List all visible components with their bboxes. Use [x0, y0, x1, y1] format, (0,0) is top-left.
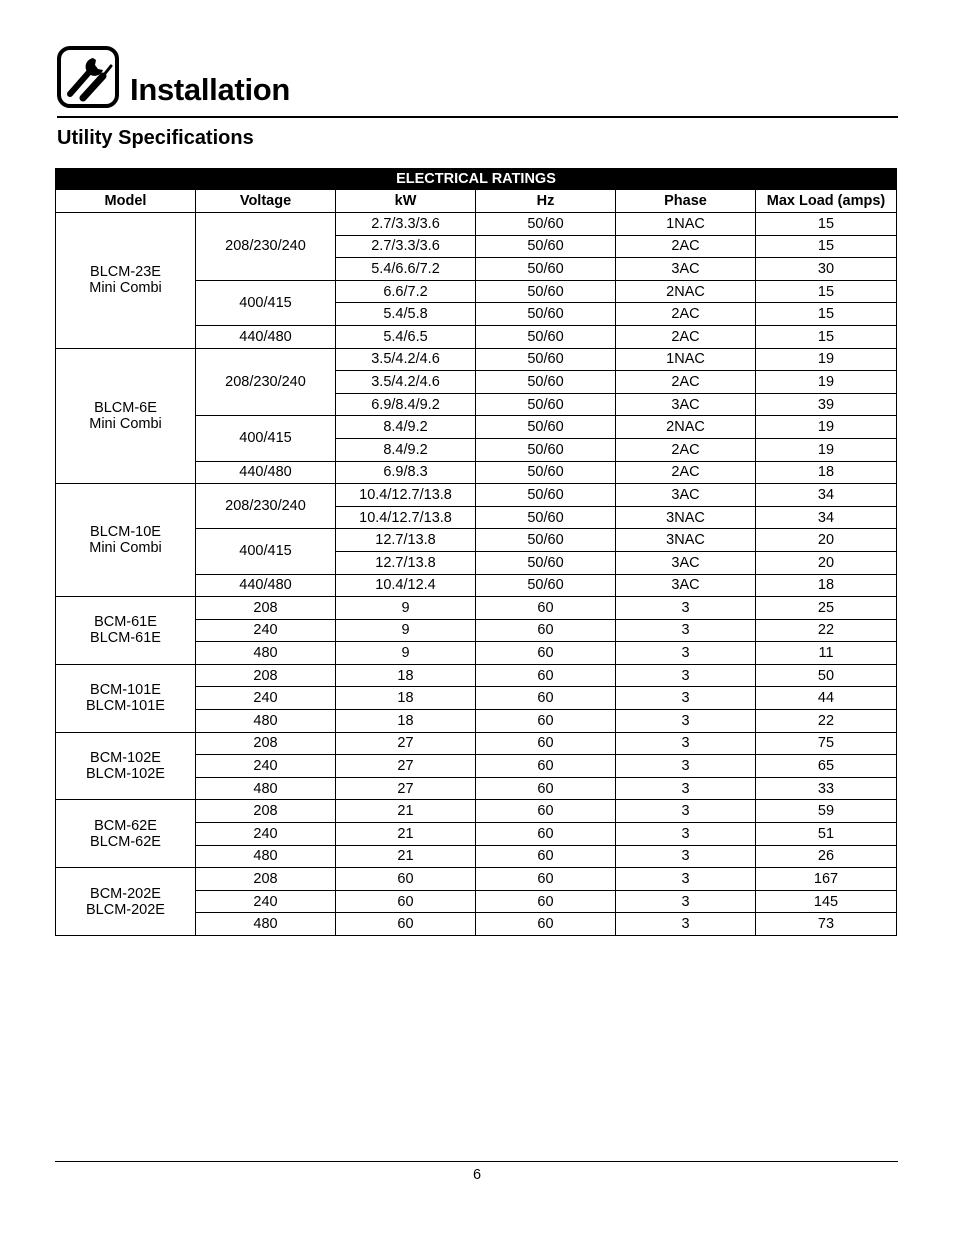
max-load-cell: 20 [756, 551, 897, 574]
phase-cell: 2AC [616, 235, 756, 258]
phase-cell: 3 [616, 755, 756, 778]
max-load-cell: 15 [756, 325, 897, 348]
max-load-cell: 18 [756, 461, 897, 484]
max-load-cell: 50 [756, 664, 897, 687]
max-load-cell: 19 [756, 438, 897, 461]
hz-cell: 50/60 [476, 325, 616, 348]
kw-cell: 10.4/12.4 [336, 574, 476, 597]
max-load-cell: 75 [756, 732, 897, 755]
voltage-cell: 208/230/240 [196, 348, 336, 416]
phase-cell: 3AC [616, 258, 756, 281]
max-load-cell: 19 [756, 348, 897, 371]
phase-cell: 2AC [616, 438, 756, 461]
kw-cell: 10.4/12.7/13.8 [336, 484, 476, 507]
page-title: Installation [130, 72, 291, 107]
voltage-cell: 208/230/240 [196, 484, 336, 529]
hz-cell: 60 [476, 597, 616, 620]
kw-cell: 27 [336, 732, 476, 755]
voltage-cell: 400/415 [196, 529, 336, 574]
voltage-cell: 240 [196, 619, 336, 642]
column-header-hz: Hz [476, 190, 616, 213]
max-load-cell: 18 [756, 574, 897, 597]
voltage-cell: 208 [196, 732, 336, 755]
table-row [56, 732, 897, 755]
model-name-line: BCM-61E [94, 614, 157, 631]
kw-cell: 9 [336, 619, 476, 642]
column-header-phase: Phase [616, 190, 756, 213]
max-load-cell: 30 [756, 258, 897, 281]
kw-cell: 6.9/8.4/9.2 [336, 393, 476, 416]
column-header-kw: kW [336, 190, 476, 213]
page-number: 6 [472, 1167, 482, 1183]
max-load-cell: 19 [756, 416, 897, 439]
max-load-cell: 15 [756, 303, 897, 326]
max-load-cell: 145 [756, 890, 897, 913]
max-load-cell: 39 [756, 393, 897, 416]
voltage-cell: 240 [196, 755, 336, 778]
hz-cell: 60 [476, 890, 616, 913]
phase-cell: 3 [616, 777, 756, 800]
hz-cell: 50/60 [476, 348, 616, 371]
hz-cell: 60 [476, 823, 616, 846]
model-name-line: BCM-62E [94, 817, 157, 834]
max-load-cell: 34 [756, 506, 897, 529]
kw-cell: 2.7/3.3/3.6 [336, 213, 476, 236]
kw-cell: 3.5/4.2/4.6 [336, 348, 476, 371]
hz-cell: 60 [476, 777, 616, 800]
model-name-line: BLCM-101E [86, 698, 165, 715]
voltage-cell: 480 [196, 710, 336, 733]
max-load-cell: 15 [756, 235, 897, 258]
hz-cell: 60 [476, 732, 616, 755]
kw-cell: 21 [336, 823, 476, 846]
voltage-cell: 440/480 [196, 325, 336, 348]
max-load-cell: 65 [756, 755, 897, 778]
phase-cell: 1NAC [616, 213, 756, 236]
kw-cell: 5.4/6.6/7.2 [336, 258, 476, 281]
max-load-cell: 73 [756, 913, 897, 936]
model-name-line: Mini Combi [89, 415, 162, 432]
model-cell [56, 348, 196, 484]
title-divider [57, 116, 898, 118]
kw-cell: 5.4/6.5 [336, 325, 476, 348]
kw-cell: 12.7/13.8 [336, 551, 476, 574]
kw-cell: 60 [336, 913, 476, 936]
model-cell [56, 732, 196, 800]
model-cell [56, 800, 196, 868]
hz-cell: 50/60 [476, 551, 616, 574]
voltage-cell: 240 [196, 823, 336, 846]
max-load-cell: 51 [756, 823, 897, 846]
voltage-cell: 400/415 [196, 280, 336, 325]
phase-cell: 3 [616, 687, 756, 710]
phase-cell: 2AC [616, 303, 756, 326]
voltage-cell: 440/480 [196, 574, 336, 597]
phase-cell: 3 [616, 823, 756, 846]
phase-cell: 3AC [616, 574, 756, 597]
table-row [56, 484, 897, 507]
kw-cell: 60 [336, 890, 476, 913]
voltage-cell: 480 [196, 642, 336, 665]
hz-cell: 50/60 [476, 461, 616, 484]
hz-cell: 60 [476, 710, 616, 733]
phase-cell: 3 [616, 845, 756, 868]
kw-cell: 18 [336, 664, 476, 687]
hz-cell: 50/60 [476, 529, 616, 552]
model-name-line: BLCM-61E [90, 630, 161, 647]
phase-cell: 3 [616, 868, 756, 891]
phase-cell: 3 [616, 597, 756, 620]
hz-cell: 50/60 [476, 574, 616, 597]
phase-cell: 3AC [616, 393, 756, 416]
model-name-line: Mini Combi [89, 540, 162, 557]
model-cell [56, 597, 196, 665]
kw-cell: 8.4/9.2 [336, 438, 476, 461]
max-load-cell: 15 [756, 280, 897, 303]
kw-cell: 18 [336, 710, 476, 733]
table-banner: ELECTRICAL RATINGS [56, 169, 897, 190]
phase-cell: 2NAC [616, 280, 756, 303]
hz-cell: 50/60 [476, 416, 616, 439]
column-header-max-load: Max Load (amps) [756, 190, 897, 213]
max-load-cell: 25 [756, 597, 897, 620]
kw-cell: 18 [336, 687, 476, 710]
phase-cell: 2AC [616, 461, 756, 484]
model-name-line: BLCM-202E [86, 901, 165, 918]
hz-cell: 60 [476, 868, 616, 891]
phase-cell: 3 [616, 642, 756, 665]
model-name-line: BCM-102E [90, 750, 161, 767]
phase-cell: 2AC [616, 371, 756, 394]
voltage-cell: 208 [196, 664, 336, 687]
hz-cell: 50/60 [476, 258, 616, 281]
phase-cell: 2AC [616, 325, 756, 348]
hz-cell: 50/60 [476, 235, 616, 258]
kw-cell: 8.4/9.2 [336, 416, 476, 439]
model-name-line: BLCM-102E [86, 766, 165, 783]
table-row [56, 800, 897, 823]
tools-icon [57, 46, 119, 108]
max-load-cell: 34 [756, 484, 897, 507]
phase-cell: 3NAC [616, 529, 756, 552]
kw-cell: 27 [336, 755, 476, 778]
phase-cell: 3 [616, 664, 756, 687]
max-load-cell: 11 [756, 642, 897, 665]
voltage-cell: 400/415 [196, 416, 336, 461]
voltage-cell: 240 [196, 687, 336, 710]
phase-cell: 2NAC [616, 416, 756, 439]
hz-cell: 50/60 [476, 371, 616, 394]
kw-cell: 10.4/12.7/13.8 [336, 506, 476, 529]
hz-cell: 60 [476, 619, 616, 642]
max-load-cell: 33 [756, 777, 897, 800]
table-row [56, 664, 897, 687]
hz-cell: 60 [476, 845, 616, 868]
voltage-cell: 240 [196, 890, 336, 913]
hz-cell: 60 [476, 800, 616, 823]
max-load-cell: 26 [756, 845, 897, 868]
phase-cell: 3AC [616, 551, 756, 574]
phase-cell: 3 [616, 800, 756, 823]
voltage-cell: 208/230/240 [196, 213, 336, 281]
model-name-line: BLCM-6E [94, 399, 157, 416]
model-name-line: Mini Combi [89, 280, 162, 297]
hz-cell: 50/60 [476, 438, 616, 461]
hz-cell: 50/60 [476, 280, 616, 303]
kw-cell: 3.5/4.2/4.6 [336, 371, 476, 394]
section-title: Utility Specifications [57, 127, 254, 149]
voltage-cell: 480 [196, 913, 336, 936]
column-header-voltage: Voltage [196, 190, 336, 213]
hz-cell: 60 [476, 687, 616, 710]
hz-cell: 50/60 [476, 506, 616, 529]
kw-cell: 60 [336, 868, 476, 891]
table-row [56, 213, 897, 236]
max-load-cell: 22 [756, 710, 897, 733]
kw-cell: 5.4/5.8 [336, 303, 476, 326]
hz-cell: 60 [476, 755, 616, 778]
max-load-cell: 44 [756, 687, 897, 710]
hz-cell: 50/60 [476, 484, 616, 507]
max-load-cell: 167 [756, 868, 897, 891]
max-load-cell: 22 [756, 619, 897, 642]
phase-cell: 1NAC [616, 348, 756, 371]
table-row [56, 597, 897, 620]
hz-cell: 50/60 [476, 213, 616, 236]
phase-cell: 3NAC [616, 506, 756, 529]
voltage-cell: 440/480 [196, 461, 336, 484]
max-load-cell: 19 [756, 371, 897, 394]
voltage-cell: 480 [196, 777, 336, 800]
table-header-row [56, 190, 897, 213]
model-cell [56, 664, 196, 732]
kw-cell: 12.7/13.8 [336, 529, 476, 552]
hz-cell: 60 [476, 642, 616, 665]
electrical-ratings-table [55, 168, 897, 936]
voltage-cell: 208 [196, 868, 336, 891]
model-name-line: BCM-202E [90, 885, 161, 902]
kw-cell: 2.7/3.3/3.6 [336, 235, 476, 258]
hz-cell: 50/60 [476, 303, 616, 326]
kw-cell: 21 [336, 845, 476, 868]
model-cell [56, 484, 196, 597]
phase-cell: 3 [616, 710, 756, 733]
table-row [56, 868, 897, 891]
model-cell [56, 868, 196, 936]
max-load-cell: 15 [756, 213, 897, 236]
kw-cell: 9 [336, 597, 476, 620]
model-name-line: BCM-101E [90, 682, 161, 699]
table-row [56, 348, 897, 371]
kw-cell: 21 [336, 800, 476, 823]
hz-cell: 50/60 [476, 393, 616, 416]
column-header-model: Model [56, 190, 196, 213]
max-load-cell: 20 [756, 529, 897, 552]
phase-cell: 3 [616, 732, 756, 755]
voltage-cell: 208 [196, 597, 336, 620]
max-load-cell: 59 [756, 800, 897, 823]
phase-cell: 3 [616, 619, 756, 642]
phase-cell: 3 [616, 890, 756, 913]
voltage-cell: 208 [196, 800, 336, 823]
hz-cell: 60 [476, 664, 616, 687]
phase-cell: 3 [616, 913, 756, 936]
footer-divider [55, 1161, 898, 1162]
model-name-line: BLCM-62E [90, 833, 161, 850]
hz-cell: 60 [476, 913, 616, 936]
model-name-line: BLCM-23E [90, 264, 161, 281]
kw-cell: 6.9/8.3 [336, 461, 476, 484]
phase-cell: 3AC [616, 484, 756, 507]
kw-cell: 27 [336, 777, 476, 800]
kw-cell: 6.6/7.2 [336, 280, 476, 303]
model-name-line: BLCM-10E [90, 524, 161, 541]
kw-cell: 9 [336, 642, 476, 665]
model-cell [56, 213, 196, 349]
voltage-cell: 480 [196, 845, 336, 868]
